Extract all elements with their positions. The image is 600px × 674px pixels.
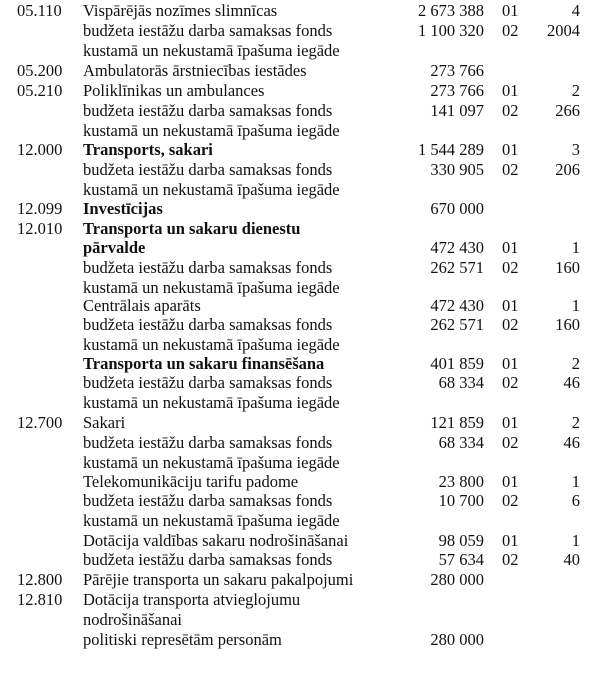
table-row: [0, 180, 600, 200]
row-column-1: 01: [502, 413, 519, 432]
table-row: [0, 199, 600, 219]
row-column-2: 160: [555, 258, 580, 277]
row-amount: 280 000: [430, 630, 484, 649]
row-description: kustamā un nekustamā īpašuma iegāde: [83, 121, 340, 140]
row-column-2: 3: [571, 140, 580, 159]
row-column-1: 01: [502, 238, 519, 257]
row-code: 12.810: [17, 590, 63, 609]
table-row: [0, 61, 600, 81]
row-column-1: 02: [502, 491, 519, 510]
table-row: [0, 630, 600, 650]
row-description: kustamā un nekustamā īpašuma iegāde: [83, 393, 340, 412]
row-description: Vispārējās nozīmes slimnīcas: [83, 1, 278, 20]
table-row: [0, 511, 600, 531]
table-row: [0, 335, 600, 355]
row-code: 12.099: [17, 199, 63, 218]
row-code: 12.800: [17, 570, 63, 589]
row-column-2: 1: [571, 296, 580, 315]
table-row: [0, 373, 600, 393]
table-row: [0, 21, 600, 41]
row-column-1: 02: [502, 21, 519, 40]
row-amount: 262 571: [430, 258, 484, 277]
row-description: kustamā un nekustamā īpašuma iegāde: [83, 180, 340, 199]
row-amount: 57 634: [438, 550, 484, 569]
row-amount: 670 000: [430, 199, 484, 218]
row-description: Dotācija transporta atvieglojumu: [83, 590, 301, 609]
row-column-1: 01: [502, 354, 519, 373]
row-amount: 1 544 289: [418, 140, 484, 159]
row-description: kustamā un nekustamā īpašuma iegāde: [83, 453, 340, 472]
row-description: Transporta un sakaru finansēšana: [83, 354, 325, 373]
row-amount: 273 766: [430, 81, 484, 100]
row-description: nodrošināšanai: [83, 610, 182, 629]
row-description: Pārējie transporta un sakaru pakalpojumi: [83, 570, 354, 589]
row-description: budžeta iestāžu darba samaksas fonds: [83, 491, 333, 510]
row-column-1: 01: [502, 296, 519, 315]
table-row: [0, 101, 600, 121]
row-column-1: 02: [502, 373, 519, 392]
table-row: [0, 140, 600, 160]
table-row: [0, 1, 600, 21]
table-row: [0, 296, 600, 316]
row-code: 12.010: [17, 219, 63, 238]
row-amount: 330 905: [430, 160, 484, 179]
row-description: kustamā un nekustamā īpašuma iegāde: [83, 41, 340, 60]
row-description: kustamā un nekustamā īpašuma iegāde: [83, 511, 340, 530]
row-amount: 273 766: [430, 61, 484, 80]
row-column-2: 40: [563, 550, 580, 569]
row-column-1: 01: [502, 1, 519, 20]
row-column-2: 4: [571, 1, 580, 20]
table-row: [0, 393, 600, 413]
row-column-1: 02: [502, 258, 519, 277]
row-column-2: 2: [571, 413, 580, 432]
row-amount: 401 859: [430, 354, 484, 373]
table-row: [0, 491, 600, 511]
table-row: [0, 278, 600, 298]
row-column-2: 1: [571, 531, 580, 550]
table-row: [0, 219, 600, 239]
row-description: Dotācija valdības sakaru nodrošināšanai: [83, 531, 349, 550]
row-amount: 10 700: [438, 491, 484, 510]
row-description: budžeta iestāžu darba samaksas fonds: [83, 550, 333, 569]
row-description: budžeta iestāžu darba samaksas fonds: [83, 101, 333, 120]
row-amount: 2 673 388: [418, 1, 484, 20]
table-row: [0, 41, 600, 61]
row-description: budžeta iestāžu darba samaksas fonds: [83, 160, 333, 179]
row-column-1: 02: [502, 315, 519, 334]
row-description: budžeta iestāžu darba samaksas fonds: [83, 433, 333, 452]
table-row: [0, 433, 600, 453]
row-column-2: 1: [571, 238, 580, 257]
row-column-1: 01: [502, 472, 519, 491]
row-code: 05.210: [17, 81, 63, 100]
row-amount: 68 334: [438, 433, 484, 452]
table-row: [0, 315, 600, 335]
row-column-2: 160: [555, 315, 580, 334]
row-amount: 262 571: [430, 315, 484, 334]
row-column-1: 02: [502, 433, 519, 452]
row-description: Centrālais aparāts: [83, 296, 201, 315]
table-row: [0, 354, 600, 374]
row-amount: 472 430: [430, 296, 484, 315]
row-column-1: 01: [502, 531, 519, 550]
table-row: [0, 453, 600, 473]
row-description: politiski represētām personām: [83, 630, 282, 649]
row-column-2: 2: [571, 81, 580, 100]
table-row: [0, 472, 600, 492]
row-amount: 280 000: [430, 570, 484, 589]
row-description: Transports, sakari: [83, 140, 213, 159]
row-column-1: 02: [502, 101, 519, 120]
row-column-1: 02: [502, 550, 519, 569]
row-description: pārvalde: [83, 238, 146, 257]
row-amount: 68 334: [438, 373, 484, 392]
row-description: budžeta iestāžu darba samaksas fonds: [83, 373, 333, 392]
row-description: kustamā un nekustamā īpašuma iegāde: [83, 278, 340, 297]
row-description: Poliklīnikas un ambulances: [83, 81, 265, 100]
table-row: [0, 610, 600, 630]
row-column-1: 02: [502, 160, 519, 179]
row-code: 12.000: [17, 140, 63, 159]
row-amount: 472 430: [430, 238, 484, 257]
row-column-2: 6: [571, 491, 580, 510]
row-amount: 121 859: [430, 413, 484, 432]
row-column-2: 46: [563, 433, 580, 452]
row-description: kustamā un nekustamā īpašuma iegāde: [83, 335, 340, 354]
table-row: [0, 531, 600, 551]
table-row: [0, 160, 600, 180]
row-amount: 23 800: [438, 472, 484, 491]
table-row: [0, 121, 600, 141]
row-description: budžeta iestāžu darba samaksas fonds: [83, 258, 333, 277]
row-amount: 1 100 320: [418, 21, 484, 40]
table-row: [0, 550, 600, 570]
row-description: Telekomunikāciju tarifu padome: [83, 472, 299, 491]
table-row: [0, 570, 600, 590]
row-code: 05.200: [17, 61, 63, 80]
row-code: 05.110: [17, 1, 62, 20]
row-amount: 98 059: [438, 531, 484, 550]
table-row: [0, 258, 600, 278]
row-code: 12.700: [17, 413, 63, 432]
row-amount: 141 097: [430, 101, 484, 120]
table-row: [0, 238, 600, 258]
table-row: [0, 590, 600, 610]
row-description: Transporta un sakaru dienestu: [83, 219, 301, 238]
row-column-2: 2004: [547, 21, 580, 40]
row-column-2: 266: [555, 101, 580, 120]
table-row: [0, 413, 600, 433]
row-column-2: 46: [563, 373, 580, 392]
row-column-2: 206: [555, 160, 580, 179]
row-column-1: 01: [502, 140, 519, 159]
row-column-1: 01: [502, 81, 519, 100]
row-description: Ambulatorās ārstniecības iestādes: [83, 61, 307, 80]
row-column-2: 1: [571, 472, 580, 491]
row-column-2: 2: [571, 354, 580, 373]
row-description: budžeta iestāžu darba samaksas fonds: [83, 21, 333, 40]
row-description: Sakari: [83, 413, 126, 432]
table-row: [0, 81, 600, 101]
row-description: Investīcijas: [83, 199, 163, 218]
row-description: budžeta iestāžu darba samaksas fonds: [83, 315, 333, 334]
